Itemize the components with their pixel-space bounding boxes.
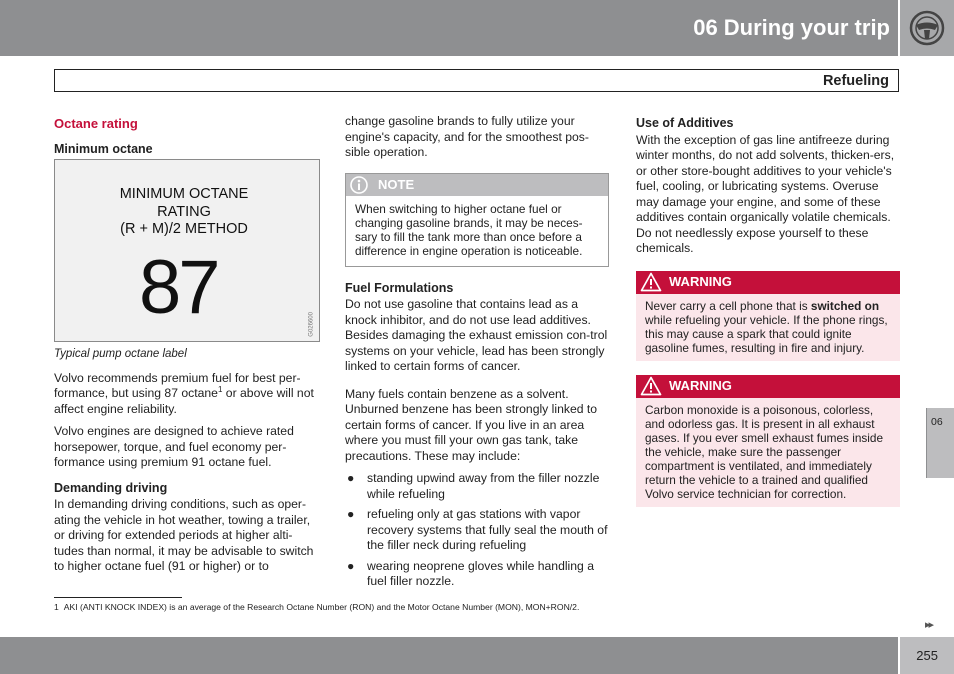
list-item — [345, 471, 609, 502]
use-of-additives-heading: Use of Additives — [636, 116, 734, 130]
paragraph-additives: With the exception of gas line antifreeze during winter months, do not add solvents, thicken-ers, or other store-bought additives to your vehicle's fuel, cooling, or lubricating systems. Overuse may damage your engine, and some of these additives contain organically volatile chemicals. Do not needlessly expose yourself to these chemicals. — [636, 132, 895, 255]
warning-text-b: while refueling your vehicle. If the phone rings, this may cause a spark that could ignite gasoline fumes, resulting in fire and injury. — [645, 312, 888, 355]
pump-label-text — [55, 186, 313, 239]
demanding-driving-heading: Demanding driving — [54, 480, 168, 495]
note-header — [346, 174, 608, 196]
minimum-octane-heading: Minimum octane — [54, 141, 153, 156]
list-item — [345, 507, 609, 554]
pump-label-line3: (R + M)/2 METHOD — [120, 221, 248, 237]
warning-box-cell-phone — [636, 271, 900, 361]
warning-text-a: Never carry a cell phone that is — [645, 298, 811, 313]
pump-label-line1: MINIMUM OCTANE — [119, 186, 249, 202]
info-icon — [349, 176, 369, 194]
note-box — [345, 173, 609, 267]
warning-text: Carbon monoxide is a poisonous, colorless, and odorless gas. It is present in all exhaust gases. If you ever smell exhaust fumes inside the vehicle, make sure the passenger compartment is ventilated, and immediately return the vehicle to a trained and qualified Volvo service technician for correction. — [645, 402, 884, 501]
chapter-side-tab[interactable]: 06 — [926, 408, 954, 478]
chapter-title: 06 During your trip — [693, 15, 890, 40]
warning-label: WARNING — [669, 377, 732, 393]
section-title: Refueling — [822, 73, 889, 89]
paragraph-benzene: Many fuels contain benzene as a solvent. Unburned benzene has been strongly linked to certain forms of cancer. If you live in an area where you must fill your own gas tank, take precautions. These may include: — [345, 386, 598, 463]
chapter-icon-box — [898, 0, 954, 56]
image-code: G026600 — [309, 312, 315, 337]
section-header — [54, 69, 899, 92]
footnote — [54, 602, 579, 613]
image-caption: Typical pump octane label — [54, 348, 187, 360]
footnote-ref[interactable]: 1 — [217, 384, 223, 394]
column-2 — [345, 114, 609, 595]
footer-bar — [0, 637, 898, 674]
warning-text — [636, 294, 900, 361]
warning-header — [636, 271, 900, 294]
precautions-list — [345, 471, 609, 590]
pump-octane-label-image — [54, 159, 320, 342]
list-item-text: refueling only at gas stations with vapor recovery systems that fully seal the mouth of the filler neck during refueling — [367, 507, 608, 552]
bullet-icon: ● — [347, 507, 355, 521]
warning-text-bold: switched on — [810, 298, 880, 313]
fuel-formulations-heading: Fuel Formulations — [345, 280, 454, 295]
octane-rating-heading: Octane rating — [54, 116, 138, 131]
para1-text-b: or above will not affect engine reliability. — [54, 386, 314, 416]
paragraph-engine-design: Volvo engines are designed to achieve rated horsepower, torque, and fuel economy per-formance using premium 91 octane fuel. — [54, 424, 294, 469]
para1-text-a: Volvo recommends premium fuel for best per-formance, but using 87 octane — [54, 370, 301, 400]
list-item-text: standing upwind away from the filler nozzle while refueling — [367, 471, 600, 501]
paragraph-demanding-driving: In demanding driving conditions, such as oper-ating the vehicle in hot weather, towing a trailer, or driving for extended periods at higher alti-tudes than normal, it may be advisable to switch to higher octane fuel (91 or higher) or to — [54, 497, 314, 573]
warning-triangle-icon — [640, 376, 662, 396]
bullet-icon: ● — [347, 471, 355, 485]
bullet-icon: ● — [347, 558, 355, 573]
note-label: NOTE — [378, 176, 415, 192]
paragraph-premium-fuel — [54, 371, 320, 418]
steering-wheel-icon — [908, 9, 946, 47]
warning-header — [636, 375, 900, 398]
column-1 — [54, 110, 320, 582]
pump-label-line2: RATING — [157, 203, 211, 220]
page-number-box — [898, 637, 954, 674]
next-page-icon[interactable]: ▸▸ — [924, 619, 932, 631]
warning-box-carbon-monoxide — [636, 375, 900, 507]
note-text: When switching to higher octane fuel or changing gasoline brands, it may be neces-sary to fill the tank more than once before a difference in engine operation is noticeable. — [355, 201, 583, 258]
octane-number: 87 — [139, 245, 218, 330]
footnote-divider — [54, 597, 182, 598]
paragraph-continued: change gasoline brands to fully utilize your engine's capacity, and for the smoothest pos-sible operation. — [345, 114, 589, 159]
list-item-text: wearing neoprene gloves while handling a fuel filler nozzle. — [367, 558, 594, 588]
list-item — [345, 559, 609, 590]
column-3 — [636, 116, 900, 521]
warning-label: WARNING — [669, 273, 732, 289]
paragraph-lead: Do not use gasoline that contains lead as a knock inhibitor, and do not use lead additives. Besides damaging the exhaust emission con-trol systems on your vehicle, lead has been strongly linked to certain forms of cancer. — [345, 297, 608, 373]
footnote-number: 1 — [54, 602, 59, 612]
footnote-text: AKI (ANTI KNOCK INDEX) is an average of the Research Octane Number (RON) and the Motor Octane Number (MON), MON+RON/2. — [63, 602, 580, 612]
page-number: 255 — [916, 648, 938, 663]
warning-triangle-icon — [640, 272, 662, 292]
